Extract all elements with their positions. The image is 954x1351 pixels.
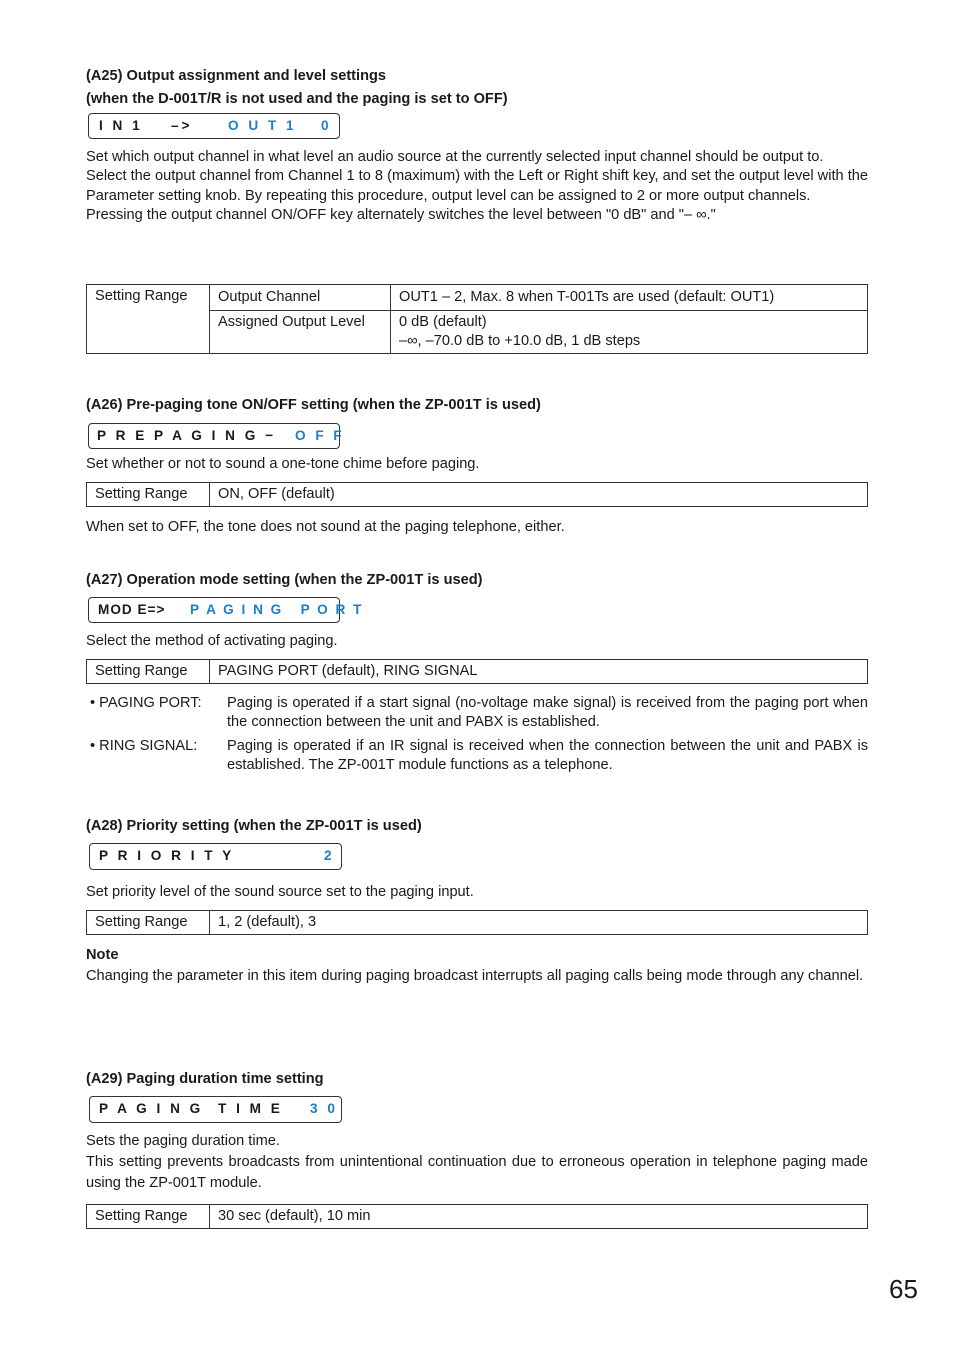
lcd-label: MOD E=> xyxy=(98,602,166,617)
lcd-mid-label: T I M E xyxy=(218,1101,283,1116)
a26-note: When set to OFF, the tone does not sound at the paging telephone, either. xyxy=(86,519,565,535)
a29-lcd-display xyxy=(89,1096,342,1123)
note-text: Changing the parameter in this item during paging broadcast interrupts all paging calls being mode through any channel. xyxy=(86,968,864,984)
a25-setting-range-table xyxy=(86,284,868,354)
a28-setting-range-table xyxy=(86,910,868,935)
lcd-value: O F F xyxy=(295,428,345,443)
a25-lcd-display xyxy=(88,113,340,139)
paragraph: Select the output channel from Channel 1 to 8 (maximum) with the Left or Right shift key, and set the output level with the Parameter setting knob. By repeating this procedure, output level can be assigned to 2 or more output channels. xyxy=(86,168,868,204)
lcd-input-label: I N 1 xyxy=(99,118,143,133)
lcd-output-channel: O U T 1 xyxy=(228,118,297,133)
setting-range-label: Setting Range xyxy=(87,483,210,507)
setting-range-label: Setting Range xyxy=(87,1205,210,1229)
bullet-term: • PAGING PORT: xyxy=(90,695,202,711)
setting-range-value: ON, OFF (default) xyxy=(210,483,868,507)
a27-heading: (A27) Operation mode setting (when the ZP-001T is used) xyxy=(86,572,483,588)
a25-subheading: (when the D-001T/R is not used and the paging is set to OFF) xyxy=(86,91,508,107)
setting-range-value: 30 sec (default), 10 min xyxy=(210,1205,868,1229)
paragraph: Sets the paging duration time. xyxy=(86,1133,280,1149)
row-value-line: 0 dB (default) xyxy=(399,314,487,330)
lcd-value: 3 0 xyxy=(310,1101,338,1116)
row-name: Assigned Output Level xyxy=(210,311,391,354)
row-value-line: –∞, –70.0 dB to +10.0 dB, 1 dB steps xyxy=(399,333,641,349)
lcd-label: P R E P A G I N G − xyxy=(97,428,277,443)
a28-description: Set priority level of the sound source set to the paging input. xyxy=(86,884,474,900)
lcd-arrow: –> xyxy=(171,118,193,133)
a26-lcd-display xyxy=(88,423,345,449)
a27-lcd-display xyxy=(88,597,364,623)
a25-heading: (A25) Output assignment and level settings xyxy=(86,68,387,84)
lcd-label: P A G I N G xyxy=(99,1101,204,1116)
setting-range-value: PAGING PORT (default), RING SIGNAL xyxy=(210,660,868,684)
setting-range-label: Setting Range xyxy=(87,660,210,684)
lcd-value: 0 xyxy=(321,118,332,133)
lcd-value: P A G I N G P O R T xyxy=(190,602,364,617)
paragraph: Pressing the output channel ON/OFF key alternately switches the level between "0 dB" and "– ∞." xyxy=(86,206,716,223)
row-value: OUT1 – 2, Max. 8 when T-001Ts are used (default: OUT1) xyxy=(391,285,868,311)
lcd-value: 2 xyxy=(324,848,335,863)
a29-setting-range-table xyxy=(86,1204,868,1229)
lcd-label: P R I O R I T Y xyxy=(99,848,235,863)
a25-description xyxy=(86,148,868,225)
a26-setting-range-table xyxy=(86,482,868,507)
setting-range-value: 1, 2 (default), 3 xyxy=(210,911,868,935)
setting-range-label: Setting Range xyxy=(87,285,210,354)
page-number: 65 xyxy=(889,1274,918,1304)
bullet-description: Paging is operated if an IR signal is received when the connection between the unit and PABX is established. The ZP-001T module functions as a telephone. xyxy=(227,738,868,774)
bullet-term: • RING SIGNAL: xyxy=(90,738,198,754)
a27-setting-range-table xyxy=(86,659,868,684)
a29-heading: (A29) Paging duration time setting xyxy=(86,1071,324,1087)
row-name: Output Channel xyxy=(210,285,391,311)
a26-description: Set whether or not to sound a one-tone chime before paging. xyxy=(86,456,480,472)
row-value xyxy=(391,311,868,354)
a28-lcd-display xyxy=(89,843,342,870)
a27-description: Select the method of activating paging. xyxy=(86,633,338,649)
a26-heading: (A26) Pre-paging tone ON/OFF setting (when the ZP-001T is used) xyxy=(86,397,541,413)
paragraph: This setting prevents broadcasts from unintentional continuation due to erroneous operation in telephone paging made using the ZP-001T module. xyxy=(86,1154,868,1191)
a28-heading: (A28) Priority setting (when the ZP-001T is used) xyxy=(86,818,422,834)
paragraph: Set which output channel in what level an audio source at the currently selected input channel should be output to. xyxy=(86,149,824,165)
bullet-description: Paging is operated if a start signal (no-voltage make signal) is received from the paging port when the connection between the unit and PABX is established. xyxy=(227,695,868,731)
note-label: Note xyxy=(86,947,119,963)
a29-description xyxy=(86,1131,868,1194)
setting-range-label: Setting Range xyxy=(87,911,210,935)
